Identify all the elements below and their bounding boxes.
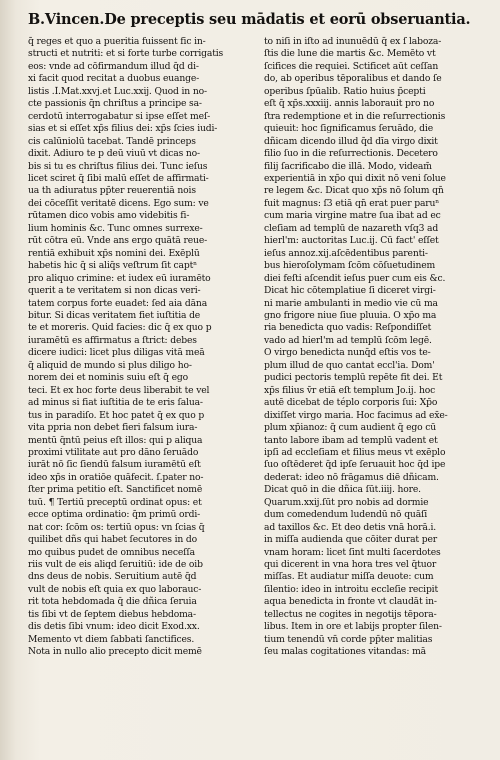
- text-line: in miſſa audienda que cōiter durat per: [264, 534, 437, 546]
- text-line: autē dicebat de téplo corporis ſui: Xp̄o: [264, 397, 438, 409]
- text-line: sias et si eſſet xp̄s filius dei: xp̄s ſcies iudi-: [28, 123, 218, 135]
- text-line: rentiā exhibuit xp̄s nomini dei. Exēplū: [28, 247, 200, 259]
- text-line: ſtis die lune die martis &c. Memēto vt: [264, 48, 436, 60]
- text-line: listis .Ī.Mat.xxvj.et Luc.xxij. Quod in no-: [28, 85, 207, 97]
- right-text-column: [264, 36, 486, 756]
- text-line: do, ab operibus tēporalibus et dando ſe: [264, 73, 442, 85]
- text-line: plum illud de quo cantat eccl'ia. Dom': [264, 359, 435, 371]
- text-line: cum maria virgine matre ſua ibat ad ec: [264, 210, 441, 222]
- text-line: ſuo oſtēderet q̄d ipſe ſeruauit hoc q̄d ipe: [264, 459, 446, 471]
- text-line: ad minus si fiat iuſtitia de te eris ſalua-: [28, 397, 203, 409]
- text-line: tus in paradiſo. Et hoc patet q̄ ex quo p: [28, 409, 205, 421]
- text-line: cte passionis q̄n chriſtus a principe sa-: [28, 98, 202, 110]
- text-line: q̄ aliquid de mundo si plus diligo ho-: [28, 359, 192, 371]
- left-text-column: [28, 36, 250, 756]
- text-line: ecce optima ordinatio: q̄m primū ordi-: [28, 509, 201, 521]
- text-line: ni marie ambulanti in medio vie cū ma: [264, 297, 438, 309]
- text-columns: [28, 36, 486, 756]
- text-line: quieuit: hoc ſignificamus ſeruādo, die: [264, 123, 433, 135]
- text-line: plum xp̄ianoz: q̄ cum audient q̄ ego cū: [264, 422, 437, 434]
- text-line: ua th̄ adiuratus pp̄ter reuerentiā nois: [28, 185, 196, 197]
- text-line: dns deus de nobis. Seruitium autē q̄d: [28, 571, 197, 583]
- text-line: eſt q̄ xp̄s.xxxiij. annis laborauit pro no: [264, 98, 435, 110]
- text-line: vnam horam: licet ſint multi ſacerdotes: [264, 546, 441, 558]
- text-line: cerdotū interrogabatur si ipse eſſet meſ-: [28, 110, 211, 122]
- text-line: filio ſuo in die reſurrectionis. Decetero: [264, 148, 438, 160]
- text-line: quilibet dñs qui habet ſecutores in do: [28, 534, 198, 546]
- text-line: tanto labore ibam ad templū vadent et: [264, 434, 438, 446]
- text-line: dixiſſet virgo maria. Hoc facimus ad ex̄e-: [264, 409, 448, 421]
- text-line: dicere iudici: licet plus diligas vitā meā: [28, 347, 205, 359]
- text-line: riis vult de eis aliqd ſeruitiū: ide de oib̄: [28, 559, 203, 571]
- text-line: querit a te veritatem si non dicas veri-: [28, 285, 201, 297]
- text-line: ſter prima petitio eſt. Sanctificet nomē: [28, 484, 203, 496]
- text-line: dum comedendum ludendū nō quāſī: [264, 509, 428, 521]
- text-line: Dicat hic cōtemplatiue ſi diceret virgi-: [264, 285, 436, 297]
- text-line: iurāt nō ſic ſiendū falsum iuramētū eſt: [28, 459, 201, 471]
- text-line: experientiā in xp̄o qui dixit nō veni ſolue: [264, 172, 446, 184]
- text-line: ieſus annoz.xij.aſcēdentibus parenti-: [264, 247, 428, 259]
- text-line: operibus ſpūalib̄. Ratio huius p̄cepti: [264, 85, 426, 97]
- text-line: lium hominis &c. Tunc omnes surrexe-: [28, 222, 203, 234]
- text-line: dñicam dicendo illud q̄d dīa virgo dixit: [264, 135, 438, 147]
- text-line: re legem &c. Dicat quo xp̄s nō ſolum qn̄: [264, 185, 444, 197]
- text-line: tis ſibi vt de ſeptem diebus hebdoma-: [28, 608, 196, 620]
- text-line: structi et nutriti: et si forte turbe corrigatis: [28, 48, 224, 60]
- text-line: gno frigore niue ſiue pluuia. O xp̄o ma: [264, 309, 437, 321]
- text-line: iuramētū es affirmatus a ſtrict: debes: [28, 334, 197, 346]
- text-line: libus. Item in ore et labijs propter ſilen-: [264, 621, 442, 633]
- text-line: dederat: ideo nō frāgamus diē dñicam.: [264, 471, 439, 483]
- text-line: habetis hic q̄ si aliq̄s veſtrum ſit captⁿ: [28, 260, 197, 272]
- text-line: pro aliquo crimine: et iudex eū iuramēto: [28, 272, 211, 284]
- text-line: rit tota hebdomada q̄ die dñica ſeruia: [28, 596, 197, 608]
- text-line: proximi vtilitate aut pro dāno ſeruādo: [28, 446, 199, 458]
- text-line: norem dei et nominis suiu eſt q̄ ego: [28, 372, 188, 384]
- text-line: Memento vt diem ſabbati ſanctifices.: [28, 633, 195, 645]
- text-line: ria benedicta quo vadis: Reſpondiſſet: [264, 322, 432, 334]
- text-line: ſtra redemptione et in die reſurrectionis: [264, 110, 446, 122]
- text-line: ipſi ad eccleſiam et filius meus vt exēplo: [264, 446, 446, 458]
- text-line: rūt cōtra eū. Vnde ans ergo quātā reue-: [28, 235, 208, 247]
- text-line: vado ad hierl'm ad templū ſcōm legē.: [264, 334, 432, 346]
- text-line: tuū. ¶ Tertiū preceptū ordinat opus: et: [28, 496, 202, 508]
- text-line: xp̄s filius v̄r etiā eſt templum Jo.ij. hoc: [264, 384, 436, 396]
- text-line: hierl'm: auctoritas Luc.ij. Cū fact' eſſet: [264, 235, 439, 247]
- text-line: teci. Et ex hoc forte deus liberabit te vel: [28, 384, 210, 396]
- running-header: B.Vincen.De preceptis seu mādatis et eorū obseruantia.: [28, 11, 471, 28]
- text-line: xi facit quod recitat a duobus euange-: [28, 73, 200, 85]
- text-line: ſeu malas cogitationes vitandas: mā: [264, 646, 426, 658]
- text-line: ſilentio: ideo in introitu eccleſie recipit: [264, 583, 439, 595]
- text-line: eos: vnde ad cōfirmandum illud q̄d di-: [28, 60, 199, 72]
- text-line: ſcifices die requiei. Sctificet aūt ceſſan: [264, 60, 439, 72]
- text-line: miſſas. Et audiatur miſſa deuote: cum: [264, 571, 434, 583]
- text-line: mo quibus pudet de omnibus neceſſa: [28, 546, 195, 558]
- text-line: tatem corpus forte euadet: ſed aia dāna: [28, 297, 208, 309]
- text-line: te et moreris. Quid facies: dic q̄ ex quo p: [28, 322, 212, 334]
- text-line: to niſi in iſto ad inunuēdū q̄ ex ſ laboza-: [264, 36, 442, 47]
- text-line: licet sciret q̄ ſibi malū eſſet de affirmati-: [28, 172, 209, 184]
- text-line: diei feſti aſcendit ieſus puer cum eis &c.: [264, 272, 446, 284]
- text-line: cis calūniolū tacebat. Tandē princeps: [28, 135, 196, 147]
- text-line: nat cor: ſcōm os: tertiū opus: vn ſcias q̄: [28, 521, 205, 533]
- text-line: ideo xp̄s in oratiōe quāfecit. ſ.pater no-: [28, 471, 204, 483]
- text-line: bis si tu es chriſtus filius dei. Tunc ieſus: [28, 160, 208, 172]
- text-line: dis detis ſibi vnum: ideo dicit Exod.xx.: [28, 621, 200, 633]
- text-line: vita ppria non debet fieri falsum iura-: [28, 422, 198, 434]
- text-line: vult de nobis eſt quia ex quo laborauc-: [28, 583, 202, 595]
- text-line: dixit. Adiuro te p deū viuū vt dicas no-: [28, 148, 201, 160]
- text-line: q̄ reges et quo a pueritia fuissent fic in-: [28, 36, 206, 47]
- text-line: mentū q̄ntū peius eſt illos: qui p aliqua: [28, 434, 203, 446]
- text-line: ad taxillos &c. Et deo detis vnā horā.i.: [264, 521, 437, 533]
- text-line: qui dicerent in vna hora tres vel q̄tuor: [264, 559, 437, 571]
- text-line: bitur. Si dicas veritatem fiet iuſtitia de: [28, 309, 201, 321]
- text-line: bus hieroſolymam ſcōm cōſuetudinem: [264, 260, 436, 272]
- text-line: filij ſacrificabo die illā. Modo, videam̄: [264, 160, 432, 172]
- text-line: aqua benedicta in fronte vt claudāt in-: [264, 596, 437, 608]
- text-line: dei cōceſſit veritatē dicens. Ego sum: ve: [28, 197, 209, 209]
- text-line: Nota in nullo alio precepto dicit memē: [28, 646, 202, 658]
- text-line: tium tenendū vn̄ corde pp̄ter malitias: [264, 633, 433, 645]
- text-line: Quarum.xxij.ſūt pro nobis ad dormie: [264, 496, 429, 508]
- text-line: rūtamen dico vobis amo videbitis fi-: [28, 210, 190, 222]
- text-line: Dicat quō in die dñica ſūt.iiij. hore.: [264, 484, 421, 496]
- text-line: O virgo benedicta nunq̄d eſtis vos te-: [264, 347, 431, 359]
- text-line: pudici pectoris templū repēte fit dei. Et: [264, 372, 443, 384]
- text-line: fuit magnus: ſ3 etiā qn̄ erat puer paruⁿ: [264, 197, 440, 209]
- text-line: cleſiam ad templū de nazareth vſq3 ad: [264, 222, 439, 234]
- text-line: tellectus ne cogites in negotijs tēpora-: [264, 608, 437, 620]
